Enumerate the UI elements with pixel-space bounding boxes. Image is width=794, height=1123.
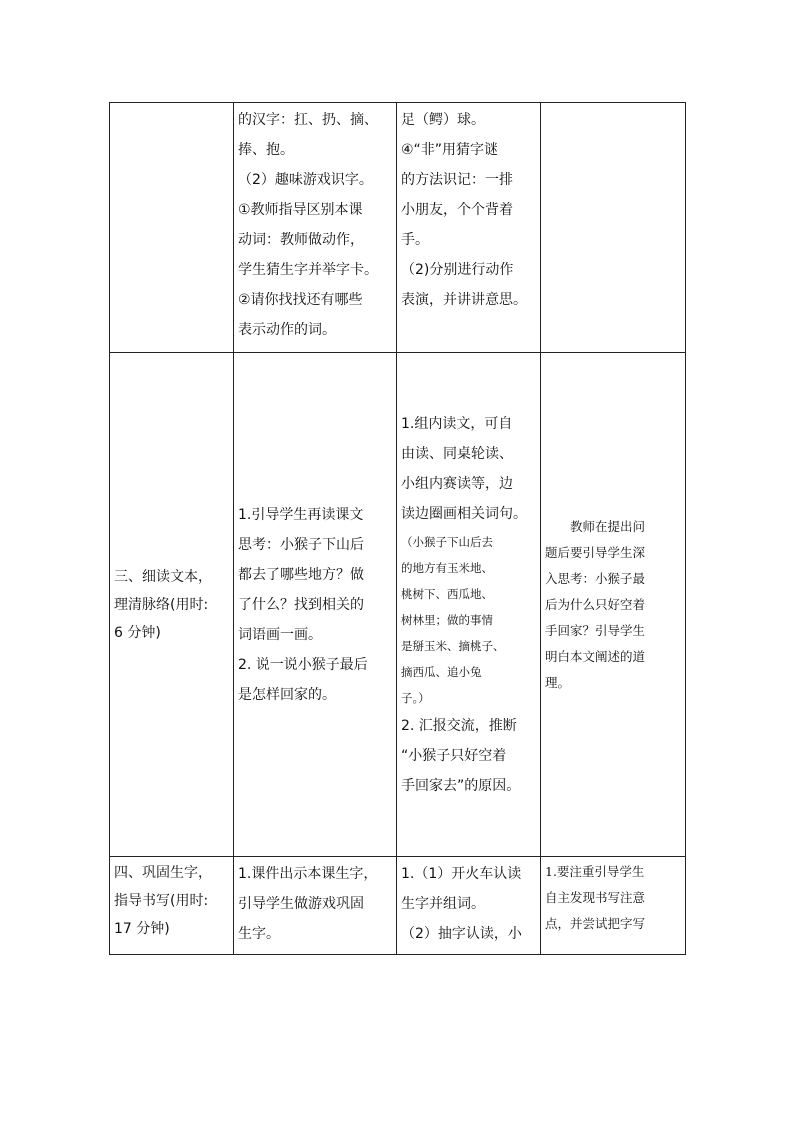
cell-line: 四、巩固生字，	[114, 865, 212, 881]
cell-line: 6 分钟)	[114, 624, 161, 641]
cell-line: 指导书写(用时:	[114, 893, 209, 909]
student-activity-cell	[397, 857, 541, 955]
cell-line: 引导学生做游戏巩固	[238, 896, 364, 912]
design-intent-cell	[541, 857, 686, 955]
cell-line: 1.（1）开火车认读	[401, 866, 522, 882]
cell-line: “小猴子只好空着	[401, 747, 507, 764]
cell-line: （2）趣味游戏识字。	[238, 172, 373, 188]
cell-line: 17 分钟)	[114, 921, 170, 937]
teacher-activity-cell	[234, 857, 397, 955]
cell-line: 都去了哪些地方？做	[238, 566, 364, 583]
teacher-activity-cell	[234, 353, 397, 857]
cell-line: 生字并组词。	[401, 896, 485, 912]
cell-line: 摘西瓜、追小兔	[401, 664, 482, 679]
cell-line: 动词：教师做动作，	[238, 232, 364, 248]
cell-line: （2）抽字认读，小	[401, 926, 522, 942]
cell-line: 2. 汇报交流，推断	[401, 717, 517, 734]
student-activity-cell	[397, 353, 541, 857]
cell-line: 的地方有玉米地、	[401, 560, 493, 575]
cell-line: 是怎样回家的。	[238, 686, 336, 703]
cell-line: 1.组内读文，可自	[401, 415, 513, 432]
cell-line: 桃树下、西瓜地、	[401, 586, 493, 601]
cell-line: 词语画一画。	[238, 626, 322, 643]
cell-line: 理。	[545, 674, 571, 690]
stage-cell	[110, 857, 234, 955]
cell-line: 手。	[401, 232, 429, 248]
cell-line: （小猴子下山后去	[401, 534, 493, 549]
teacher-activity-cell	[234, 103, 397, 353]
cell-line: 题后要引导学生深	[545, 544, 646, 560]
cell-line: 树林里；做的事情	[401, 612, 493, 627]
cell-line: ②请你找找还有哪些	[238, 292, 363, 308]
cell-line: 教师在提出问	[570, 518, 646, 534]
cell-line: 生字。	[238, 926, 280, 942]
cell-line: 手回家去”的原因。	[401, 777, 521, 794]
cell-line: 的汉字：扛、扔、摘、	[238, 112, 378, 128]
cell-line: 足（鳄）球。	[401, 112, 485, 128]
cell-line: 小朋友，个个背着	[401, 202, 513, 218]
cell-line: ①教师指导区别本课	[238, 202, 363, 218]
stage-cell	[110, 103, 234, 353]
cell-line: 学生猜生字并举字卡。	[238, 262, 378, 278]
cell-line: 2. 说一说小猴子最后	[238, 656, 368, 673]
cell-line: 后为什么只好空着	[545, 596, 646, 612]
design-intent-cell	[541, 353, 686, 857]
cell-line: 点，并尝试把字写	[545, 916, 646, 931]
cell-line: 1.要注重引导学生	[545, 864, 645, 879]
cell-line: 表演，并讲讲意思。	[401, 292, 527, 308]
cell-line: 明白本文阐述的道	[545, 648, 646, 664]
table-row	[110, 857, 686, 955]
cell-line: 小组内赛读等，边	[401, 475, 513, 492]
cell-line: 是掰玉米、摘桃子、	[401, 638, 505, 653]
cell-line: 读边圈画相关词句。	[401, 505, 527, 522]
cell-line: 1.课件出示本课生字，	[238, 866, 378, 882]
table-row	[110, 103, 686, 353]
table-row	[110, 353, 686, 857]
cell-line: 由读、同桌轮读、	[401, 445, 513, 462]
lesson-plan-table	[109, 102, 686, 955]
cell-line: 1.引导学生再读课文	[238, 506, 364, 523]
cell-line: 三、细读文本，	[114, 568, 212, 585]
cell-line: 的方法识记：一排	[401, 172, 513, 188]
cell-line: 了什么？找到相关的	[238, 596, 364, 613]
cell-line: 入思考：小猴子最	[545, 570, 646, 586]
cell-line: 子。）	[401, 690, 430, 705]
design-intent-cell	[541, 103, 686, 353]
cell-line: 理清脉络(用时:	[114, 596, 209, 613]
student-activity-cell	[397, 103, 541, 353]
cell-line: （2)分别进行动作	[401, 262, 514, 278]
cell-line: 捧、抱。	[238, 142, 294, 158]
cell-line: ④“非”用猜字谜	[401, 142, 499, 158]
cell-line: 手回家？引导学生	[545, 622, 646, 638]
cell-line: 思考：小猴子下山后	[238, 536, 364, 553]
stage-cell	[110, 353, 234, 857]
cell-line: 表示动作的词。	[238, 322, 336, 338]
cell-line: 自主发现书写注意	[545, 890, 646, 905]
